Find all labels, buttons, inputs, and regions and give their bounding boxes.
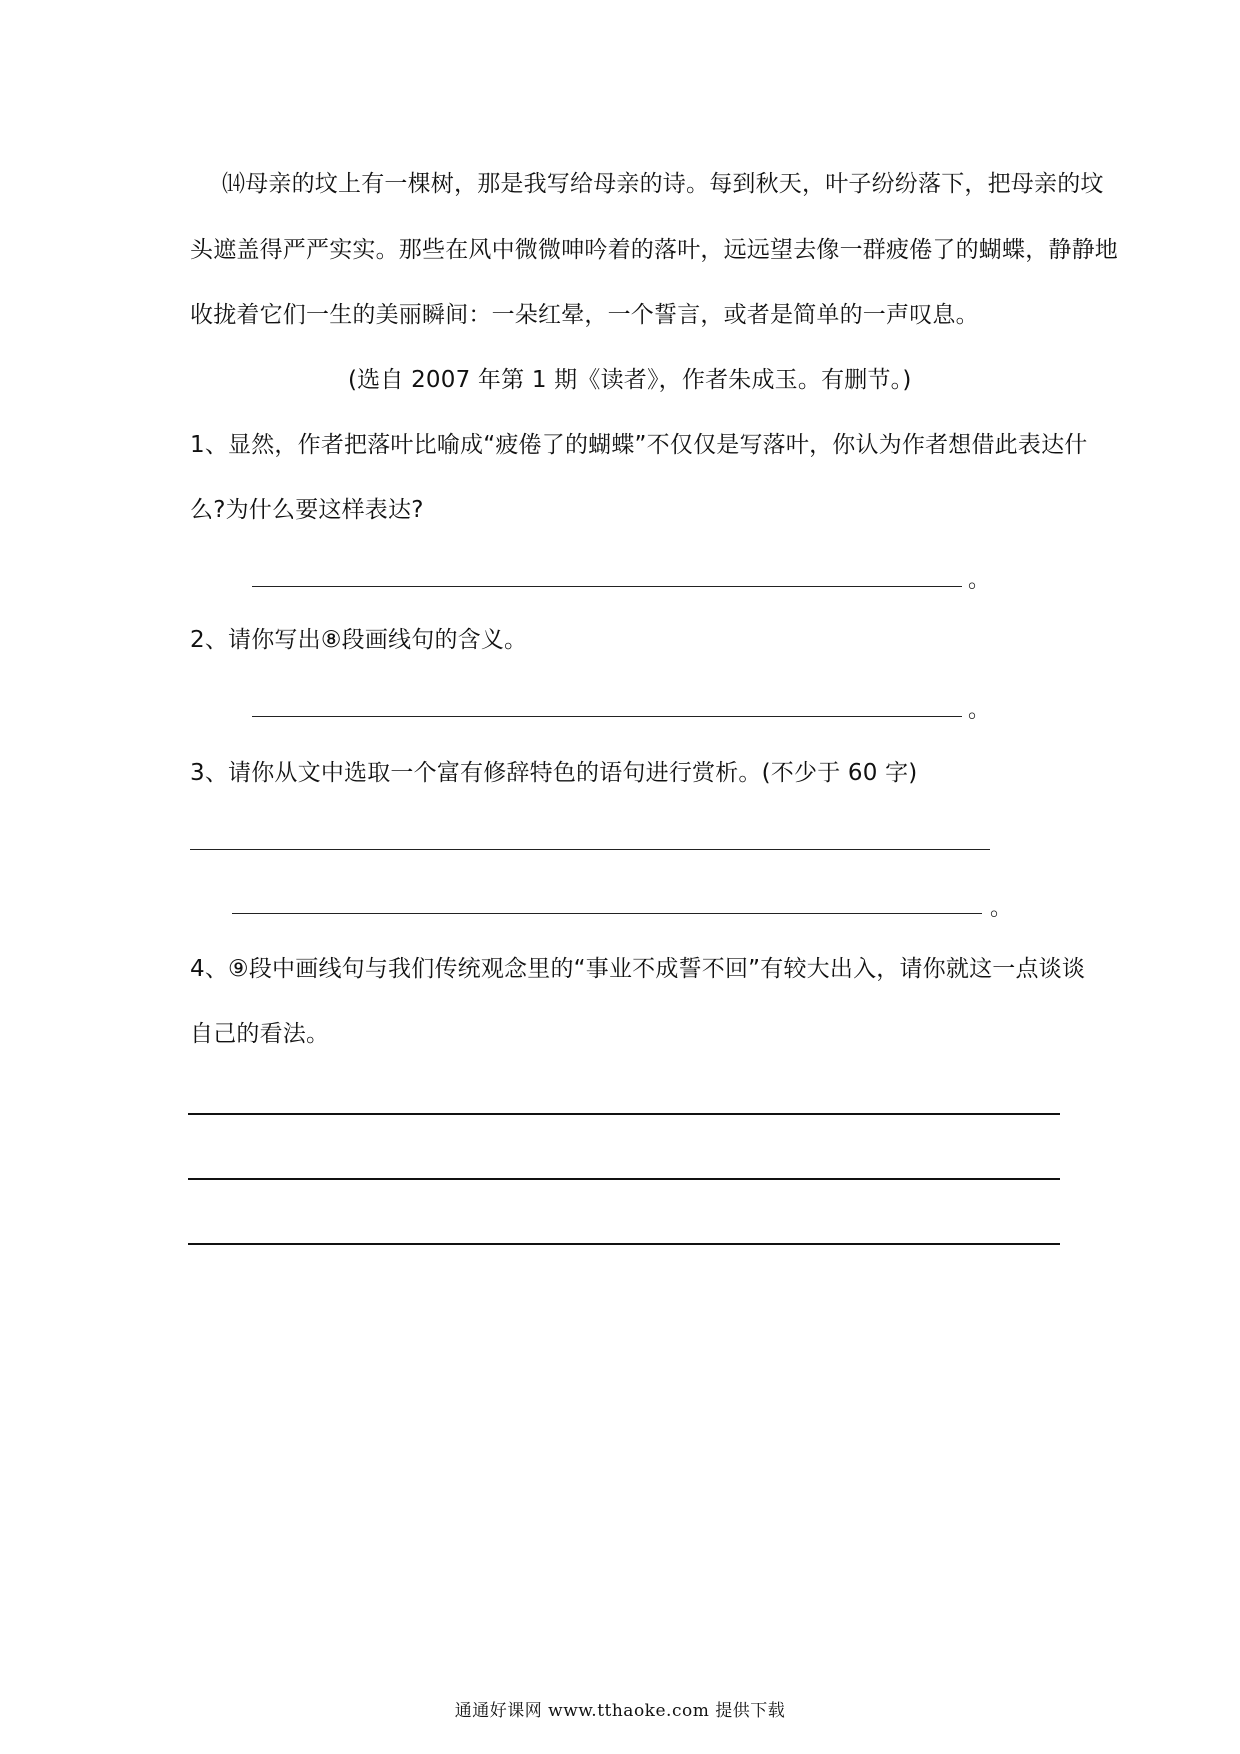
answer-line-3a[interactable] [190,849,990,850]
answer-line-1[interactable] [252,586,962,587]
passage-line: ⒁母亲的坟上有一棵树，那是我写给母亲的诗。每到秋天，叶子纷纷落下，把母亲的坟 [222,171,1104,197]
source-citation: (选自 2007 年第 1 期《读者》，作者朱成玉。有删节。) [348,367,912,393]
footer-text: 通通好课网 www.tthaoke.com 提供下载 [454,1701,786,1721]
passage-line: 收拢着它们一生的美丽瞬间：一朵红晕，一个誓言，或者是简单的一声叹息。 [190,302,979,328]
question-4-line: 自己的看法。 [190,1021,330,1047]
question-4-line: 4、⑨段中画线句与我们传统观念里的“事业不成誓不回”有较大出入，请你就这一点谈谈 [190,956,1086,982]
passage-line: 头遮盖得严严实实。那些在风中微微呻吟着的落叶，远远望去像一群疲倦了的蝴蝶，静静地 [190,237,1118,263]
answer-end-mark: 。 [990,896,1013,921]
question-3-text: 3、请你从文中选取一个富有修辞特色的语句进行赏析。(不少于 60 字) [190,760,918,786]
answer-line-2[interactable] [252,716,962,717]
question-1-line: 么?为什么要这样表达? [190,497,424,523]
answer-end-mark: 。 [968,698,991,723]
question-1-line: 1、显然，作者把落叶比喻成“疲倦了的蝴蝶”不仅仅是写落叶，你认为作者想借此表达什 [190,432,1088,458]
answer-line-4c[interactable] [188,1243,1060,1245]
answer-end-mark: 。 [968,568,991,593]
question-2-text: 2、请你写出⑧段画线句的含义。 [190,627,528,653]
answer-line-3b[interactable] [232,913,982,914]
answer-line-4a[interactable] [188,1113,1060,1115]
answer-line-4b[interactable] [188,1178,1060,1180]
